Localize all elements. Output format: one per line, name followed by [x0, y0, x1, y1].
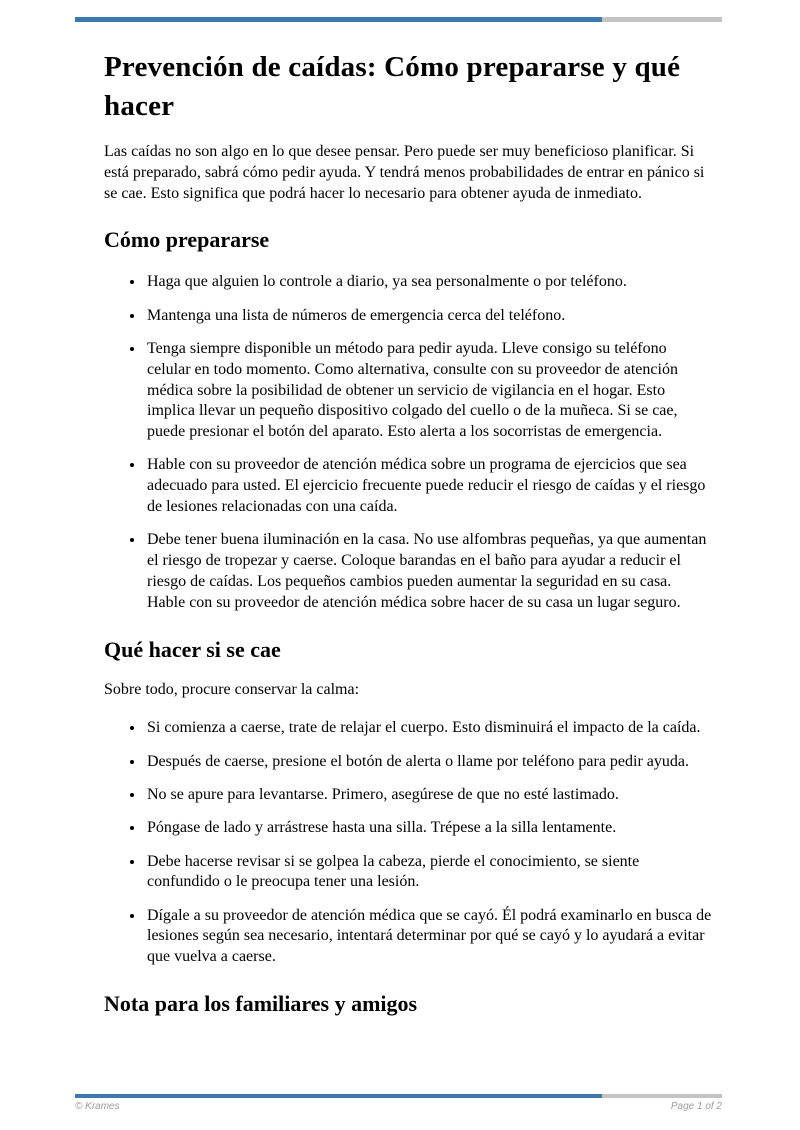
list-item: • Después de caerse, presione el botón de alerta o llame por teléfono para pedir ayuda.	[145, 752, 712, 773]
list-item: • Hable con su proveedor de atención médica sobre un programa de ejercicios que sea adecuado para usted. El ejercicio frecuente puede reducir el riesgo de caídas y el riesgo de lesiones relacionadas con una caída.	[145, 455, 712, 517]
section-heading-nota-familiares: Nota para los familiares y amigos	[104, 991, 418, 1017]
list-item: • Póngase de lado y arrástrese hasta una silla. Trépese a la silla lentamente.	[145, 818, 712, 839]
prepare-list	[104, 272, 712, 613]
what-to-do-list	[104, 718, 712, 968]
section-heading-que-hacer-si-se-cae: Qué hacer si se cae	[104, 636, 281, 662]
intro-paragraph: Las caídas no son algo en lo que desee pensar. Pero puede ser muy beneficioso planificar. Si está preparado, sabrá cómo pedir ayuda. Y tendrá menos probabilidades de entrar en pánico si se cae. Esto significa que podrá hacer lo necesario para obtener ayuda de inmediato.	[104, 143, 705, 202]
list-item: • Debe hacerse revisar si se golpea la cabeza, pierde el conocimiento, se siente confundido o le preocupa tener una lesión.	[145, 852, 712, 894]
list-item: • Haga que alguien lo controle a diario, ya sea personalmente o por teléfono.	[145, 272, 712, 293]
page-footer	[75, 1094, 722, 1112]
list-item: • Debe tener buena iluminación en la casa. No use alfombras pequeñas, ya que aumentan el riesgo de tropezar y caerse. Coloque barandas en el baño para ayudar a reducir el riesgo de caídas. Los pequeños cambios pueden aumentar la seguridad en su casa. Hable con su proveedor de atención médica sobre hacer de su casa un lugar seguro.	[145, 530, 712, 613]
footer-divider-accent-segment	[75, 1094, 602, 1098]
footer-row	[75, 1101, 722, 1112]
copyright-text: © Krames	[75, 1101, 120, 1112]
list-item: • No se apure para levantarse. Primero, asegúrese de que no esté lastimado.	[145, 785, 712, 806]
footer-divider	[75, 1094, 722, 1098]
page-number: Page 1 of 2	[670, 1101, 722, 1112]
list-item: • Tenga siempre disponible un método para pedir ayuda. Lleve consigo su teléfono celular en todo momento. Como alternativa, consulte con su proveedor de atención médica sobre la posibilidad de obtener un servicio de vigilancia en el hogar. Esto implica llevar un pequeño dispositivo colgado del cuello o de la muñeca. Si se cae, puede presionar el botón del aparato. Esto alerta a los socorristas de emergencia.	[145, 339, 712, 443]
document-content	[104, 0, 712, 1033]
list-item: • Mantenga una lista de números de emergencia cerca del teléfono.	[145, 306, 712, 327]
section-intro-paragraph: Sobre todo, procure conservar la calma:	[104, 680, 360, 698]
list-item: • Dígale a su proveedor de atención médica que se cayó. Él podrá examinarlo en busca de lesiones según sea necesario, intentará determinar por qué se cayó y lo ayudará a evitar que vuelva a caerse.	[145, 906, 712, 968]
footer-divider-gray-segment	[602, 1094, 722, 1098]
page-title: Prevención de caídas: Cómo prepararse y qué hacer	[104, 51, 681, 122]
section-heading-como-prepararse: Cómo prepararse	[104, 227, 270, 253]
list-item: • Si comienza a caerse, trate de relajar el cuerpo. Esto disminuirá el impacto de la caída.	[145, 718, 712, 739]
